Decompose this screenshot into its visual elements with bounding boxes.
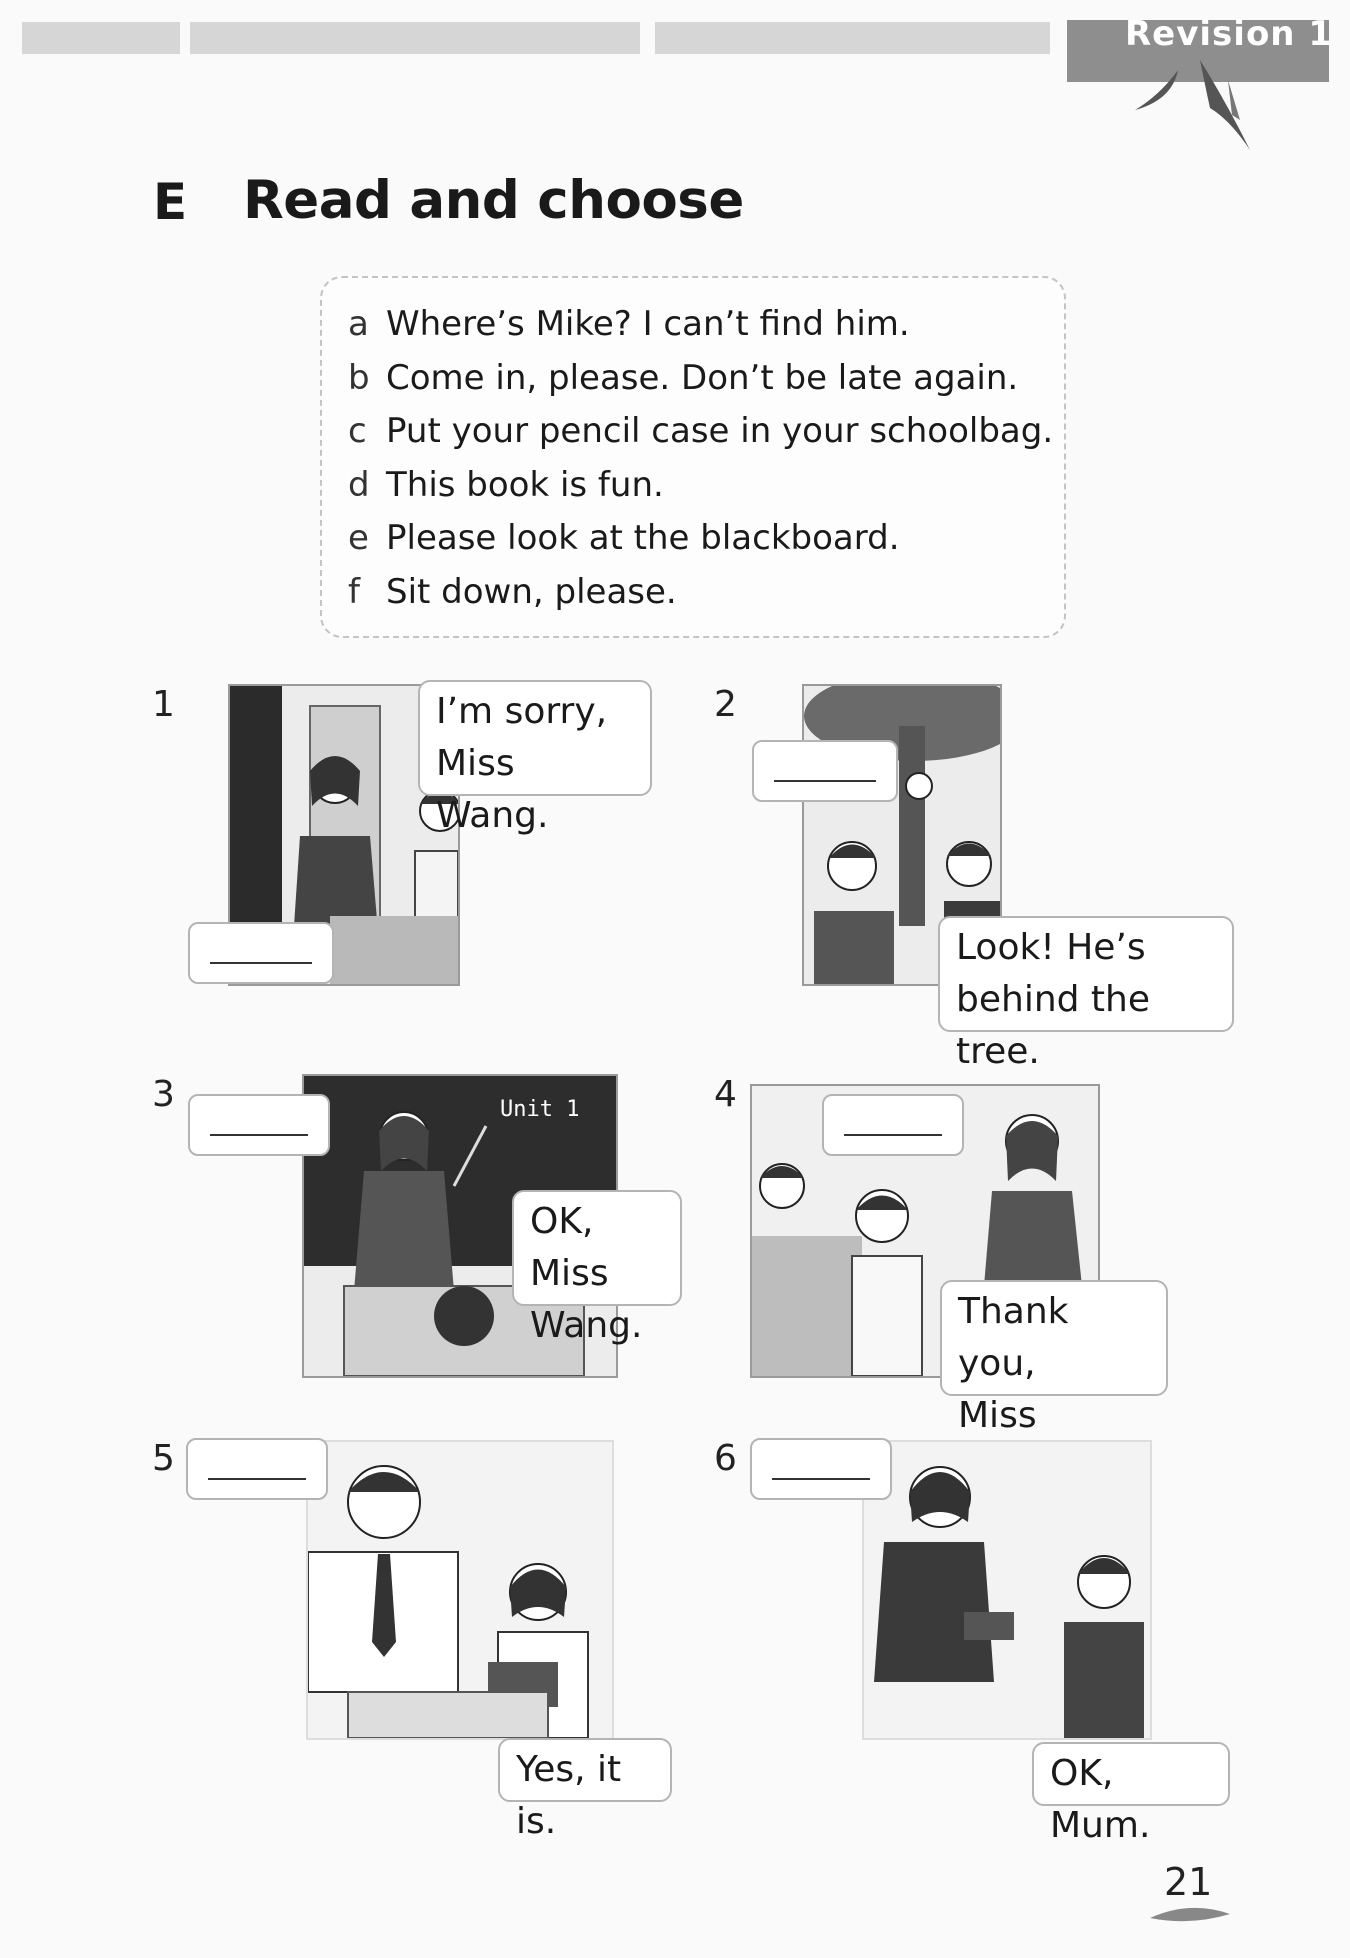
exercise-5-reply-bubble: Yes, it is. [498, 1738, 672, 1802]
exercise-2-reply-bubble: Look! He’s behind the tree. [938, 916, 1234, 1032]
section-letter: E [153, 173, 188, 231]
header-bar-2 [190, 22, 640, 54]
option-f: f Sit down, please. [348, 571, 677, 612]
leaf-decoration-icon [1130, 60, 1280, 155]
exercise-4-answer-blank[interactable] [822, 1094, 964, 1156]
exercise-5-answer-blank[interactable] [186, 1438, 328, 1500]
exercise-1-answer-blank[interactable] [188, 922, 334, 984]
exercise-3-answer-blank[interactable] [188, 1094, 330, 1156]
header-bar-3 [655, 22, 1050, 54]
exercise-4-reply-bubble: Thank you, Miss [940, 1280, 1168, 1396]
exercise-6-answer-blank[interactable] [750, 1438, 892, 1500]
option-d: d This book is fun. [348, 464, 664, 505]
exercise-number: 3 [152, 1074, 175, 1115]
section-title: Read and choose [243, 170, 744, 231]
option-a: a Where’s Mike? I can’t find him. [348, 304, 910, 344]
page-corner-swoosh-icon [1150, 1900, 1230, 1926]
blackboard-text: Unit 1 [500, 1097, 580, 1122]
exercise-2-answer-blank[interactable] [752, 740, 898, 802]
option-b: b Come in, please. Don’t be late again. [348, 357, 1019, 398]
exercise-number: 4 [714, 1074, 737, 1115]
exercise-6-illustration [862, 1440, 1152, 1740]
option-c: c Put your pencil case in your schoolbag. [348, 411, 1054, 451]
page-number: 21 [1164, 1860, 1213, 1904]
exercise-3-reply-bubble: OK, Miss Wang. [512, 1190, 682, 1306]
exercise-5-illustration [306, 1440, 614, 1740]
revision-label: Revision 1 [1125, 14, 1334, 54]
exercise-number: 6 [714, 1438, 737, 1479]
option-e: e Please look at the blackboard. [348, 518, 900, 558]
options-box [320, 276, 1066, 638]
exercise-number: 5 [152, 1438, 175, 1479]
exercise-1-reply-bubble: I’m sorry, Miss Wang. [418, 680, 652, 796]
exercise-number: 2 [714, 684, 737, 725]
exercise-number: 1 [152, 684, 175, 725]
exercise-6-reply-bubble: OK, Mum. [1032, 1742, 1230, 1806]
header-bar-1 [22, 22, 180, 54]
